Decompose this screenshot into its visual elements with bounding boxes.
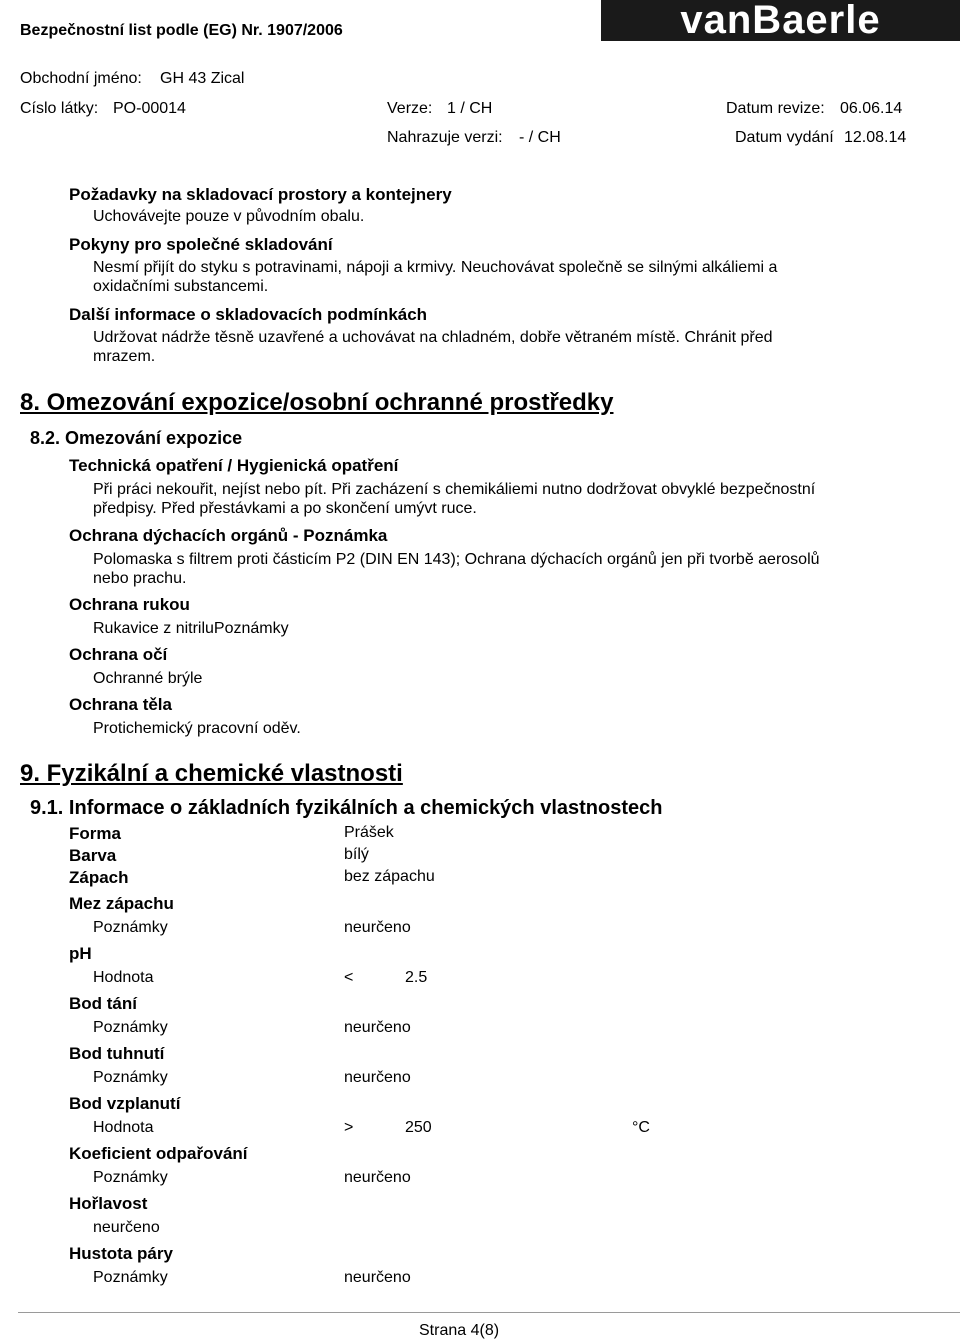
section-9-1-title: 9.1. Informace o základních fyzikálních a chemických vlastnostech <box>30 797 663 819</box>
vapor-density-label: Hustota páry <box>69 1244 173 1263</box>
flash-point-value: 250 <box>405 1119 432 1136</box>
trade-name-value: GH 43 Zical <box>160 70 245 87</box>
eye-protection-heading: Ochrana očí <box>69 645 168 664</box>
color-label: Barva <box>69 846 117 865</box>
body-protection-text: Protichemický pracovní oděv. <box>93 720 301 737</box>
melting-point-note-label: Poznámky <box>93 1019 168 1036</box>
section-8-2-title: 8.2. Omezování expozice <box>30 428 243 448</box>
vapor-density-value: neurčeno <box>344 1269 411 1286</box>
joint-storage-heading: Pokyny pro společné skladování <box>69 235 333 254</box>
vanbaerle-logo: vanBaerle <box>601 0 960 41</box>
storage-info-heading: Další informace o skladovacích podmínkách <box>69 305 428 324</box>
page-number: Strana 4(8) <box>419 1322 500 1339</box>
body-protection-heading: Ochrana těla <box>69 695 172 714</box>
respiratory-protection-line-1: Polomaska s filtrem proti částicím P2 (DIN EN 143); Ochrana dýchacích orgánů jen při tvorbě aerosolů <box>93 551 820 568</box>
flash-point-label: Bod vzplanutí <box>69 1094 181 1113</box>
section-8-title: 8. Omezování expozice/osobní ochranné prostředky <box>20 389 614 416</box>
color-value: bílý <box>344 846 369 863</box>
joint-storage-line-2: oxidačními substancemi. <box>93 278 269 295</box>
flash-point-value-label: Hodnota <box>93 1119 154 1136</box>
melting-point-value: neurčeno <box>344 1019 411 1036</box>
storage-info-line-2: mrazem. <box>93 348 156 365</box>
replaces-version-label: Nahrazuje verzi: <box>387 129 503 146</box>
storage-requirements-heading: Požadavky na skladovací prostory a kontejnery <box>69 185 452 204</box>
ph-value-label: Hodnota <box>93 969 154 986</box>
storage-requirements-text: Uchovávejte pouze v původním obalu. <box>93 208 365 225</box>
odor-threshold-label: Mez zápachu <box>69 894 174 913</box>
ph-operator: < <box>344 969 354 986</box>
substance-number-value: PO-00014 <box>113 100 186 117</box>
revision-date-label: Datum revize: <box>726 100 825 117</box>
form-value: Prášek <box>344 824 394 841</box>
vapor-density-note-label: Poznámky <box>93 1269 168 1286</box>
version-label: Verze: <box>387 100 433 117</box>
respiratory-protection-line-2: nebo prachu. <box>93 570 187 587</box>
hand-protection-text: Rukavice z nitriluPoznámky <box>93 620 289 637</box>
flash-point-operator: > <box>344 1119 354 1136</box>
issue-date-label: Datum vydání <box>735 129 834 146</box>
version-value: 1 / CH <box>447 100 493 117</box>
odor-value: bez zápachu <box>344 868 435 885</box>
form-label: Forma <box>69 824 121 843</box>
evaporation-rate-note-label: Poznámky <box>93 1169 168 1186</box>
hand-protection-heading: Ochrana rukou <box>69 595 190 614</box>
technical-measures-line-1: Při práci nekouřit, nejíst nebo pít. Při zacházení s chemikáliemi nutno dodržovat obvyklé bezpečnostní <box>93 481 816 498</box>
flash-point-unit: °C <box>632 1119 650 1136</box>
flammability-value: neurčeno <box>93 1219 160 1236</box>
trade-name-label: Obchodní jméno: <box>20 70 142 87</box>
odor-threshold-value: neurčeno <box>344 919 411 936</box>
melting-point-label: Bod tání <box>69 994 137 1013</box>
technical-measures-heading: Technická opatření / Hygienická opatření <box>69 456 399 475</box>
freezing-point-label: Bod tuhnutí <box>69 1044 165 1063</box>
odor-label: Zápach <box>69 868 129 887</box>
joint-storage-line-1: Nesmí přijít do styku s potravinami, nápoji a krmivy. Neuchovávat společně se silnými alkáliemi a <box>93 259 778 276</box>
ph-label: pH <box>69 944 92 963</box>
freezing-point-value: neurčeno <box>344 1069 411 1086</box>
revision-date-value: 06.06.14 <box>840 100 903 117</box>
evaporation-rate-value: neurčeno <box>344 1169 411 1186</box>
storage-info-line-1: Udržovat nádrže těsně uzavřené a uchovávat na chladném, dobře větraném místě. Chránit před <box>93 329 773 346</box>
document-title: Bezpečnostní list podle (EG) Nr. 1907/2006 <box>20 22 343 39</box>
ph-value: 2.5 <box>405 969 428 986</box>
replaces-version-value: - / CH <box>519 129 561 146</box>
eye-protection-text: Ochranné brýle <box>93 670 203 687</box>
issue-date-value: 12.08.14 <box>844 129 907 146</box>
respiratory-protection-heading: Ochrana dýchacích orgánů - Poznámka <box>69 526 388 545</box>
substance-number-label: Císlo látky: <box>20 100 99 117</box>
evaporation-rate-label: Koeficient odpařování <box>69 1144 248 1163</box>
section-9-title: 9. Fyzikální a chemické vlastnosti <box>20 760 403 787</box>
technical-measures-line-2: předpisy. Před přestávkami a po skončení umývt ruce. <box>93 500 477 517</box>
footer-divider <box>18 1312 960 1313</box>
flammability-label: Hořlavost <box>69 1194 148 1213</box>
odor-threshold-note-label: Poznámky <box>93 919 168 936</box>
freezing-point-note-label: Poznámky <box>93 1069 168 1086</box>
